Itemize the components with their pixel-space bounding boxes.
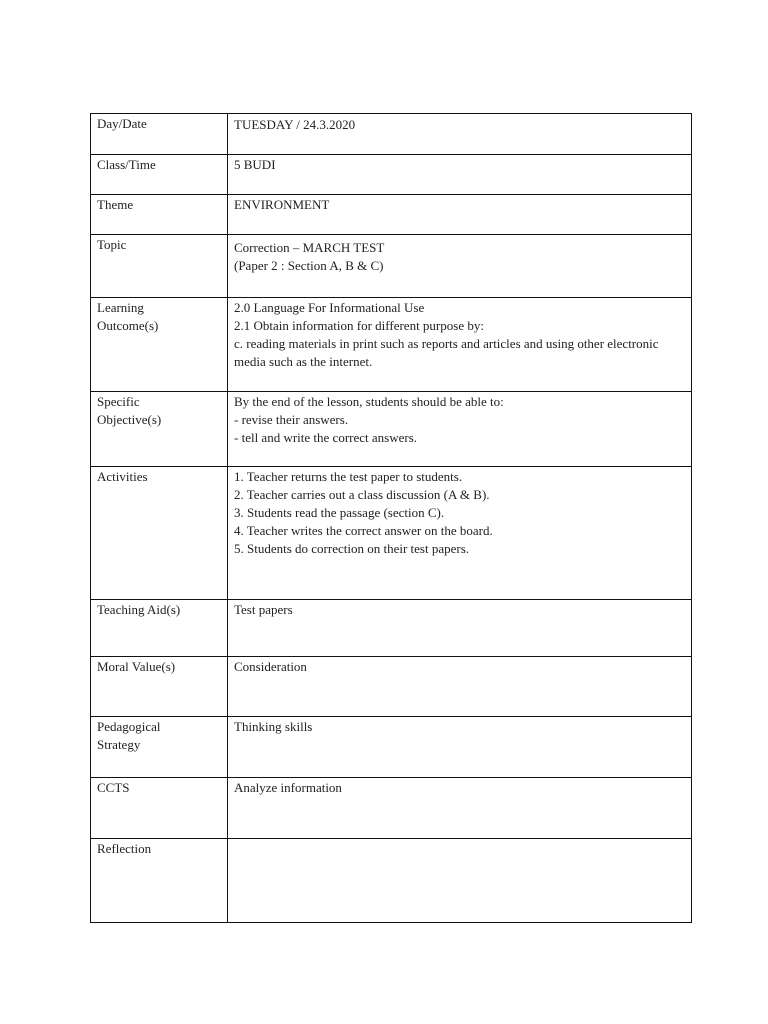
label-text: Topic [97, 237, 127, 252]
row-value [228, 235, 692, 298]
row-value [228, 114, 692, 155]
label-text: Class/Time [97, 157, 156, 172]
value-text: (Paper 2 : Section A, B & C) [234, 258, 384, 273]
row-learning-outcome [91, 298, 692, 392]
row-value [228, 778, 692, 839]
label-text: Activities [97, 469, 148, 484]
row-label [91, 392, 228, 467]
value-text: Analyze information [234, 780, 342, 795]
row-activities [91, 467, 692, 600]
row-value [228, 195, 692, 235]
label-text: Reflection [97, 841, 152, 856]
value-text: 5. Students do correction on their test papers. [234, 541, 470, 556]
value-text: 2. Teacher carries out a class discussion (A & B). [234, 487, 490, 502]
row-value [228, 467, 692, 600]
label-text: Specific [97, 394, 140, 409]
row-ccts [91, 778, 692, 839]
row-specific-objective [91, 392, 692, 467]
row-value [228, 298, 692, 392]
value-text: - tell and write the correct answers. [234, 430, 418, 445]
value-text: TUESDAY / 24.3.2020 [234, 117, 356, 132]
label-text: Moral Value(s) [97, 659, 176, 674]
row-value [228, 155, 692, 195]
row-value [228, 600, 692, 657]
row-label [91, 155, 228, 195]
row-value [228, 717, 692, 778]
value-text: c. reading materials in print such as reports and articles and using other electronic media such as the internet. [234, 336, 659, 369]
label-text: Strategy [97, 737, 141, 752]
row-label [91, 195, 228, 235]
row-reflection [91, 839, 692, 923]
label-text: Teaching Aid(s) [97, 602, 181, 617]
lesson-plan-table [90, 113, 692, 923]
label-text: Objective(s) [97, 412, 162, 427]
row-class-time [91, 155, 692, 195]
label-text: Theme [97, 197, 134, 212]
row-label [91, 600, 228, 657]
label-text: Outcome(s) [97, 318, 159, 333]
value-text: ENVIRONMENT [234, 197, 330, 212]
value-text: Consideration [234, 659, 307, 674]
label-text: Day/Date [97, 116, 147, 131]
row-label [91, 467, 228, 600]
label-text: CCTS [97, 780, 130, 795]
row-moral-values [91, 657, 692, 717]
row-label [91, 778, 228, 839]
row-label [91, 235, 228, 298]
label-text: Pedagogical [97, 719, 161, 734]
value-text: 2.1 Obtain information for different purpose by: [234, 318, 484, 333]
value-text: By the end of the lesson, students should be able to: [234, 394, 504, 409]
label-text: Learning [97, 300, 144, 315]
value-text: 5 BUDI [234, 157, 276, 172]
row-value [228, 392, 692, 467]
value-text: 3. Students read the passage (section C). [234, 505, 445, 520]
value-text: Thinking skills [234, 719, 313, 734]
value-text: Correction – MARCH TEST [234, 240, 385, 255]
value-text: - revise their answers. [234, 412, 349, 427]
value-text: 1. Teacher returns the test paper to students. [234, 469, 463, 484]
reflection-empty-cell [228, 839, 692, 923]
row-label [91, 657, 228, 717]
row-label [91, 717, 228, 778]
row-theme [91, 195, 692, 235]
row-day-date [91, 114, 692, 155]
value-text: 2.0 Language For Informational Use [234, 300, 425, 315]
row-label [91, 298, 228, 392]
row-topic [91, 235, 692, 298]
row-teaching-aids [91, 600, 692, 657]
row-label [91, 114, 228, 155]
row-pedagogical-strategy [91, 717, 692, 778]
row-value [228, 657, 692, 717]
value-text: 4. Teacher writes the correct answer on the board. [234, 523, 493, 538]
value-text: Test papers [234, 602, 293, 617]
row-label [91, 839, 228, 923]
